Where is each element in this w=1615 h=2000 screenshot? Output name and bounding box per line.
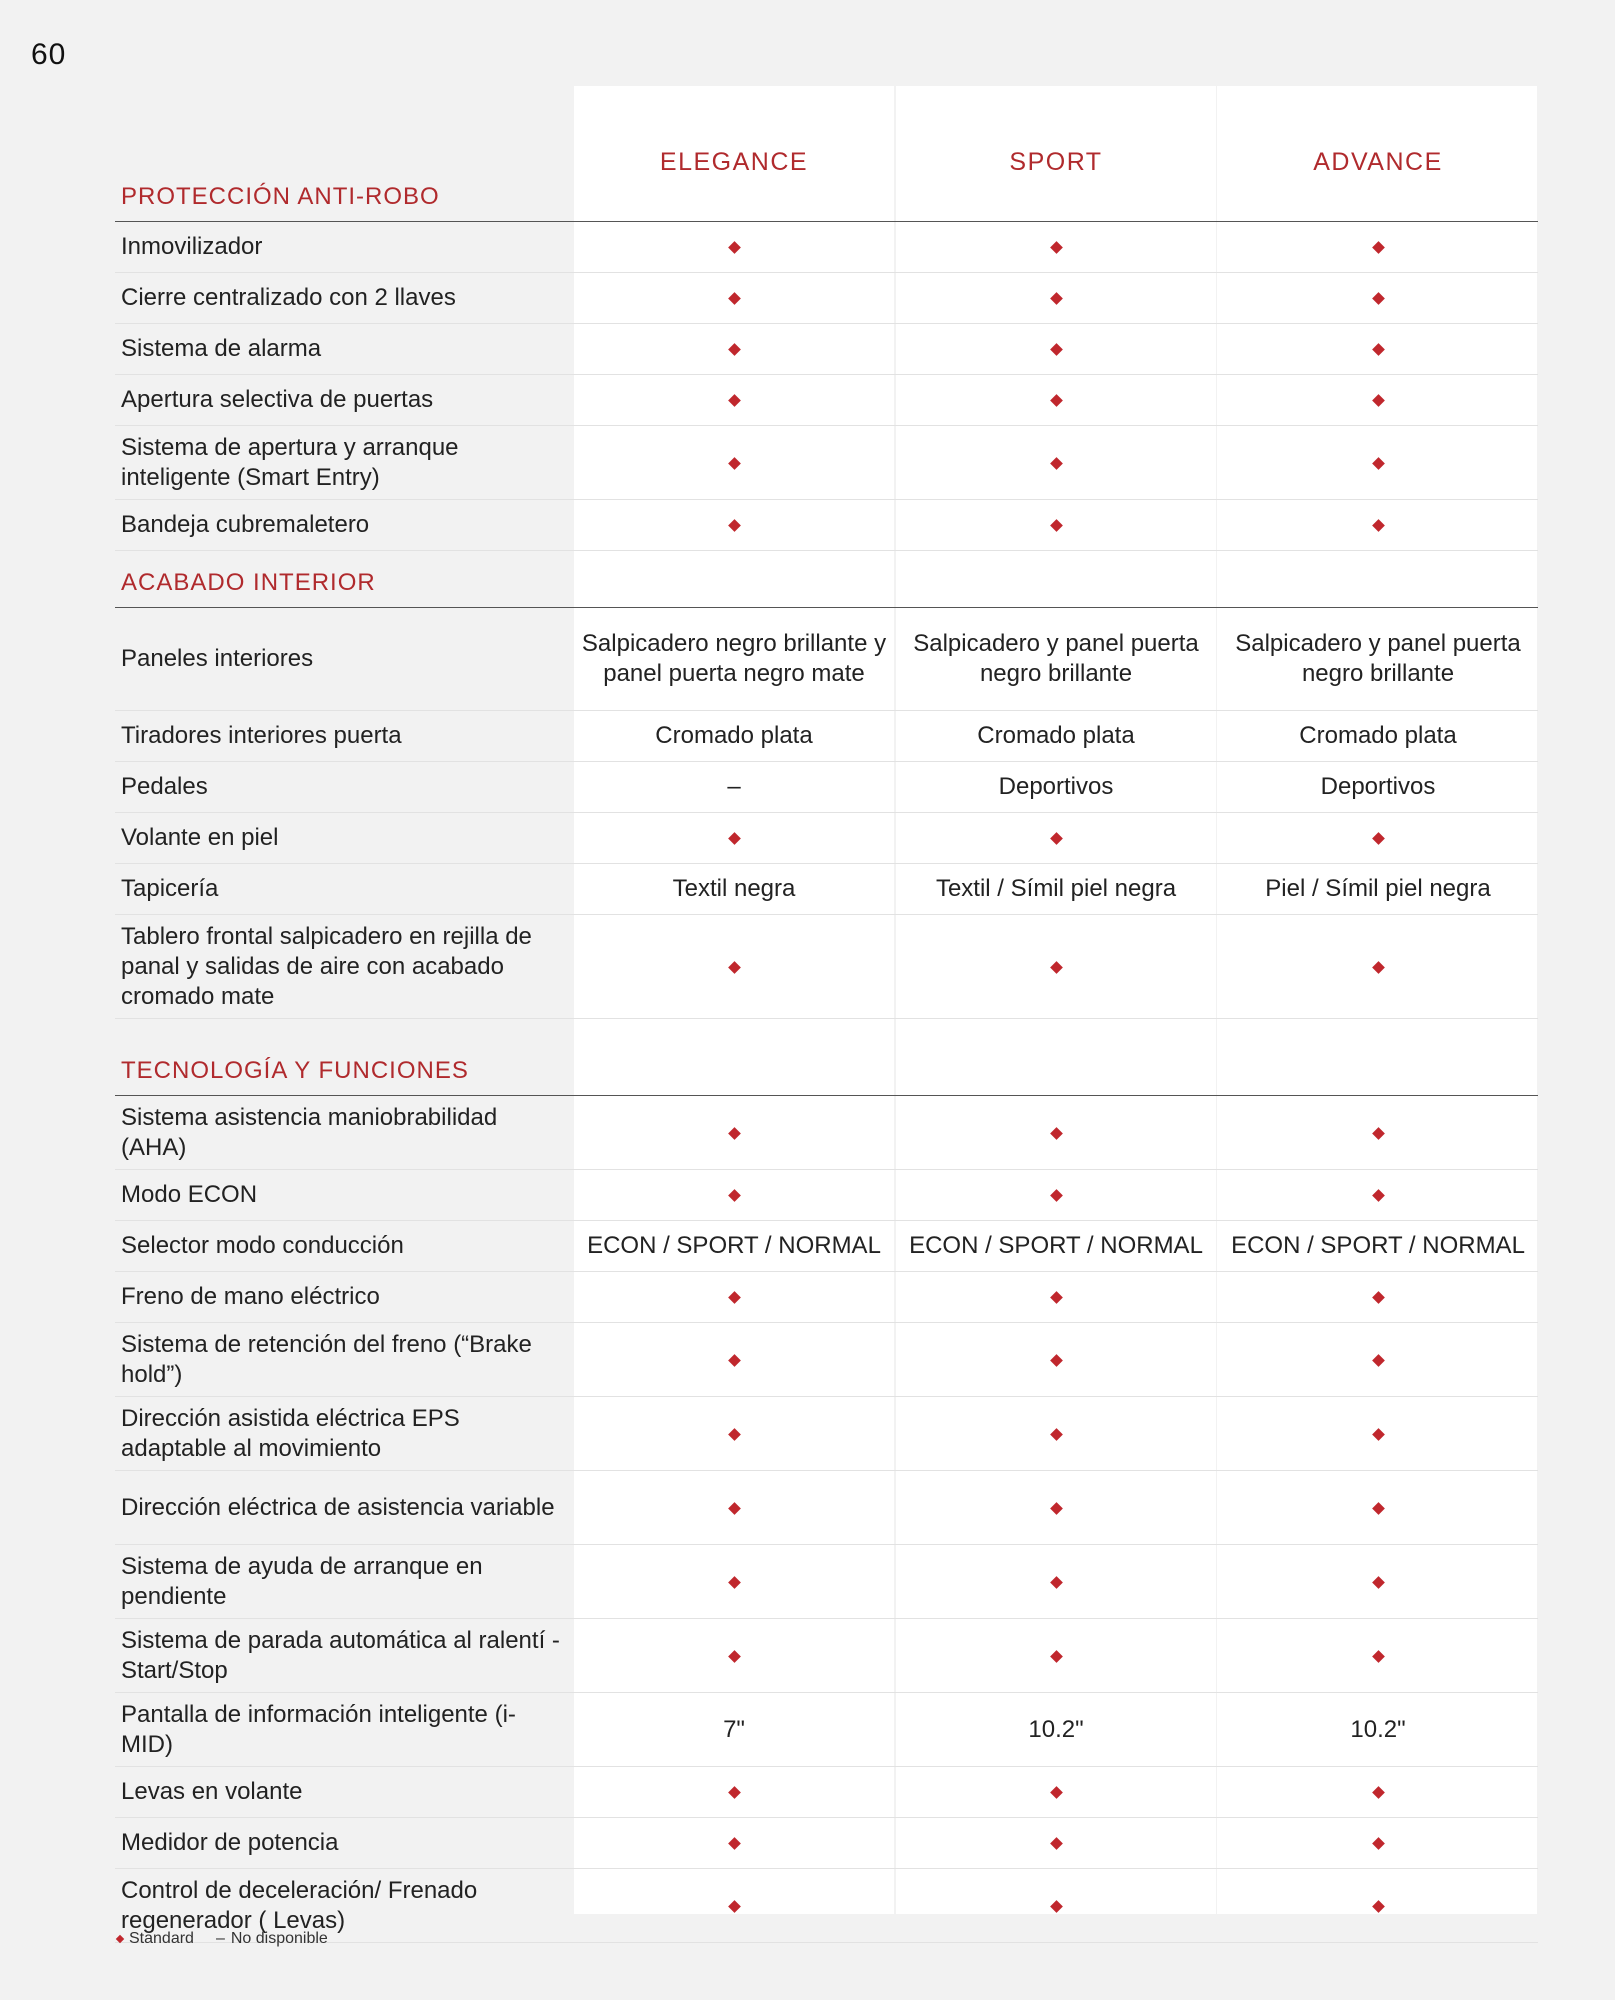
standard-cell (574, 1891, 894, 1921)
legend-not-available (216, 1930, 328, 1948)
legend (117, 1930, 328, 1948)
standard-cell (1218, 283, 1538, 313)
sections-container (115, 177, 1538, 1943)
standard-bullet-icon (728, 1502, 741, 1515)
standard-cell (574, 1567, 894, 1597)
feature-label: Medidor de potencia (121, 1829, 339, 1856)
value-cell: Textil negra (672, 875, 796, 902)
section-title: ACABADO INTERIOR (121, 569, 376, 596)
table-row (115, 375, 1538, 426)
table-row (115, 500, 1538, 551)
standard-cell (574, 1282, 894, 1312)
table-row (115, 813, 1538, 864)
standard-cell (574, 448, 894, 478)
feature-label: Tablero frontal salpicadero en rejilla de panal y salidas de aire con acabado cromado mate (121, 922, 532, 1010)
feature-label: Sistema de alarma (121, 335, 322, 362)
standard-cell (896, 823, 1216, 853)
standard-bullet-icon (1372, 1576, 1385, 1589)
standard-bullet-icon (1372, 394, 1385, 407)
standard-bullet-icon (1372, 1786, 1385, 1799)
spec-table-sheet (115, 86, 1538, 1943)
standard-cell (1218, 1891, 1538, 1921)
standard-bullet-icon (1050, 832, 1063, 845)
standard-cell (574, 1345, 894, 1375)
feature-label: Cierre centralizado con 2 llaves (121, 284, 456, 311)
standard-bullet-icon (728, 832, 741, 845)
standard-cell (896, 1419, 1216, 1449)
standard-bullet-icon (1050, 1502, 1063, 1515)
standard-bullet-icon (1372, 1650, 1385, 1663)
standard-cell (574, 1419, 894, 1449)
standard-cell (896, 1891, 1216, 1921)
feature-label: Volante en piel (121, 824, 279, 851)
standard-cell (1218, 1282, 1538, 1312)
standard-bullet-icon (1372, 1428, 1385, 1441)
standard-bullet-icon (1050, 1837, 1063, 1850)
table-row (115, 1221, 1538, 1272)
standard-bullet-icon (728, 1354, 741, 1367)
standard-cell (896, 1282, 1216, 1312)
standard-bullet-icon (728, 519, 741, 532)
standard-bullet-icon (1372, 1291, 1385, 1304)
standard-bullet-icon (1050, 457, 1063, 470)
standard-cell (896, 510, 1216, 540)
legend-dash: – (215, 1930, 225, 1947)
standard-cell (1218, 1641, 1538, 1671)
standard-bullet-icon (728, 1189, 741, 1202)
standard-bullet-icon (1050, 1650, 1063, 1663)
value-cell: Deportivos (1320, 773, 1436, 800)
value-cell: 7" (723, 1715, 745, 1743)
standard-cell (1218, 385, 1538, 415)
value-cell: ECON / SPORT / NORMAL (1231, 1232, 1525, 1259)
standard-bullet-icon (116, 1935, 124, 1943)
standard-cell (896, 1641, 1216, 1671)
standard-cell (574, 1118, 894, 1148)
feature-label: Sistema de parada automática al ralentí - Start/Stop (121, 1626, 560, 1684)
table-row (115, 1869, 1538, 1943)
feature-label: Bandeja cubremaletero (121, 511, 370, 538)
standard-cell (1218, 952, 1538, 982)
table-row (115, 222, 1538, 273)
standard-bullet-icon (728, 292, 741, 305)
standard-cell (896, 232, 1216, 262)
feature-label: Dirección asistida eléctrica EPS adaptable al movimiento (121, 1404, 460, 1462)
feature-label: Selector modo conducción (121, 1232, 404, 1259)
value-cell: – (727, 773, 741, 800)
standard-cell (1218, 1345, 1538, 1375)
value-cell: Salpicadero y panel puerta negro brillante (1235, 630, 1521, 687)
standard-bullet-icon (1372, 1189, 1385, 1202)
standard-cell (1218, 510, 1538, 540)
value-cell: Deportivos (998, 773, 1114, 800)
standard-bullet-icon (1050, 519, 1063, 532)
table-row (115, 1170, 1538, 1221)
standard-bullet-icon (1372, 292, 1385, 305)
table-row (115, 1272, 1538, 1323)
standard-bullet-icon (1050, 1189, 1063, 1202)
value-cell: Textil / Símil piel negra (935, 875, 1177, 902)
standard-cell (896, 952, 1216, 982)
standard-bullet-icon (728, 1576, 741, 1589)
standard-cell (1218, 1828, 1538, 1858)
standard-bullet-icon (1372, 1837, 1385, 1850)
value-cell: ECON / SPORT / NORMAL (909, 1232, 1203, 1259)
feature-label: Control de deceleración/ Frenado regenerador ( Levas) (121, 1876, 478, 1934)
feature-label: Dirección eléctrica de asistencia variable (121, 1493, 555, 1521)
standard-cell (896, 1567, 1216, 1597)
standard-bullet-icon (1050, 1354, 1063, 1367)
standard-cell (1218, 823, 1538, 853)
standard-bullet-icon (1372, 832, 1385, 845)
standard-bullet-icon (1050, 292, 1063, 305)
feature-label: Freno de mano eléctrico (121, 1283, 380, 1310)
standard-bullet-icon (728, 1837, 741, 1850)
table-row (115, 1397, 1538, 1471)
value-cell: ECON / SPORT / NORMAL (587, 1232, 881, 1259)
standard-bullet-icon (1050, 1576, 1063, 1589)
standard-bullet-icon (728, 961, 741, 974)
table-row (115, 1096, 1538, 1170)
feature-label: Tapicería (121, 875, 219, 902)
standard-bullet-icon (1050, 241, 1063, 254)
section-title: PROTECCIÓN ANTI-ROBO (121, 183, 440, 210)
standard-bullet-icon (1372, 1502, 1385, 1515)
standard-bullet-icon (1050, 1127, 1063, 1140)
standard-cell (1218, 1567, 1538, 1597)
table-row (115, 1619, 1538, 1693)
column-header-sport: SPORT (1009, 148, 1103, 176)
standard-cell (574, 283, 894, 313)
feature-label: Pantalla de información inteligente (i-MID) (121, 1700, 516, 1758)
standard-cell (1218, 334, 1538, 364)
table-row (115, 324, 1538, 375)
standard-bullet-icon (1372, 1354, 1385, 1367)
standard-cell (574, 1641, 894, 1671)
table-row (115, 762, 1538, 813)
standard-cell (896, 334, 1216, 364)
feature-label: Sistema de ayuda de arranque en pendiente (121, 1552, 483, 1610)
standard-bullet-icon (728, 1650, 741, 1663)
standard-bullet-icon (1050, 961, 1063, 974)
standard-bullet-icon (1372, 457, 1385, 470)
standard-cell (896, 1180, 1216, 1210)
feature-label: Sistema de retención del freno (“Brake hold”) (121, 1330, 532, 1388)
standard-cell (896, 1493, 1216, 1523)
standard-cell (896, 385, 1216, 415)
value-cell: Piel / Símil piel negra (1265, 875, 1491, 902)
page-number: 60 (31, 38, 67, 71)
feature-label: Apertura selectiva de puertas (121, 386, 434, 413)
standard-bullet-icon (1372, 241, 1385, 254)
value-cell: Cromado plata (655, 722, 813, 749)
section-header (115, 551, 1538, 608)
standard-bullet-icon (728, 241, 741, 254)
section-title: TECNOLOGÍA Y FUNCIONES (121, 1057, 469, 1084)
standard-cell (574, 1493, 894, 1523)
standard-cell (1218, 232, 1538, 262)
standard-cell (574, 1777, 894, 1807)
feature-label: Sistema asistencia maniobrabilidad (AHA) (121, 1103, 498, 1161)
standard-cell (574, 1828, 894, 1858)
standard-cell (1218, 1493, 1538, 1523)
table-row (115, 1818, 1538, 1869)
value-cell: Salpicadero y panel puerta negro brillante (913, 630, 1199, 687)
table-row (115, 915, 1538, 1019)
column-header-elegance: ELEGANCE (659, 148, 809, 176)
standard-cell (896, 283, 1216, 313)
standard-bullet-icon (1050, 1900, 1063, 1913)
feature-label: Inmovilizador (121, 233, 263, 260)
legend-not-available-label: No disponible (230, 1930, 328, 1947)
feature-label: Paneles interiores (121, 645, 314, 672)
feature-label: Levas en volante (121, 1778, 303, 1805)
standard-cell (896, 1345, 1216, 1375)
standard-cell (1218, 1419, 1538, 1449)
column-header-advance: ADVANCE (1313, 148, 1443, 176)
standard-bullet-icon (728, 457, 741, 470)
standard-cell (574, 232, 894, 262)
table-row (115, 1323, 1538, 1397)
standard-cell (574, 334, 894, 364)
standard-bullet-icon (1050, 1786, 1063, 1799)
standard-cell (896, 1828, 1216, 1858)
table-row (115, 1545, 1538, 1619)
feature-label: Sistema de apertura y arranque inteligente (Smart Entry) (121, 433, 459, 491)
legend-standard (117, 1930, 194, 1948)
value-cell: 10.2" (1350, 1715, 1406, 1743)
standard-cell (1218, 1180, 1538, 1210)
value-cell: 10.2" (1028, 1715, 1084, 1743)
standard-bullet-icon (728, 343, 741, 356)
standard-cell (1218, 448, 1538, 478)
standard-bullet-icon (1372, 961, 1385, 974)
standard-cell (574, 385, 894, 415)
standard-cell (896, 1118, 1216, 1148)
standard-bullet-icon (728, 1428, 741, 1441)
standard-bullet-icon (728, 1900, 741, 1913)
standard-cell (574, 1180, 894, 1210)
table-row (115, 864, 1538, 915)
standard-bullet-icon (1372, 1900, 1385, 1913)
table-row (115, 711, 1538, 762)
standard-bullet-icon (1050, 394, 1063, 407)
standard-cell (896, 448, 1216, 478)
table-row (115, 1693, 1538, 1767)
standard-bullet-icon (1372, 1127, 1385, 1140)
column-header-row (115, 86, 1538, 221)
standard-bullet-icon (1372, 343, 1385, 356)
spec-table (115, 86, 1538, 1943)
value-cell: Cromado plata (1299, 722, 1457, 749)
value-cell: Cromado plata (977, 722, 1135, 749)
standard-bullet-icon (1050, 1428, 1063, 1441)
standard-bullet-icon (1050, 343, 1063, 356)
standard-bullet-icon (1050, 1291, 1063, 1304)
standard-cell (574, 510, 894, 540)
standard-cell (574, 823, 894, 853)
table-row (115, 608, 1538, 711)
standard-cell (1218, 1118, 1538, 1148)
table-row (115, 426, 1538, 500)
table-row (115, 1471, 1538, 1545)
standard-bullet-icon (728, 1291, 741, 1304)
section-header (115, 1019, 1538, 1096)
standard-cell (1218, 1777, 1538, 1807)
feature-label: Tiradores interiores puerta (121, 722, 402, 749)
standard-bullet-icon (728, 1127, 741, 1140)
table-row (115, 1767, 1538, 1818)
feature-label: Modo ECON (121, 1181, 258, 1208)
table-row (115, 273, 1538, 324)
standard-bullet-icon (728, 394, 741, 407)
standard-bullet-icon (728, 1786, 741, 1799)
legend-standard-label: Standard (129, 1930, 194, 1947)
standard-cell (574, 952, 894, 982)
standard-bullet-icon (1372, 519, 1385, 532)
feature-label: Pedales (121, 773, 208, 800)
standard-cell (896, 1777, 1216, 1807)
value-cell: Salpicadero negro brillante y panel puerta negro mate (581, 630, 887, 687)
